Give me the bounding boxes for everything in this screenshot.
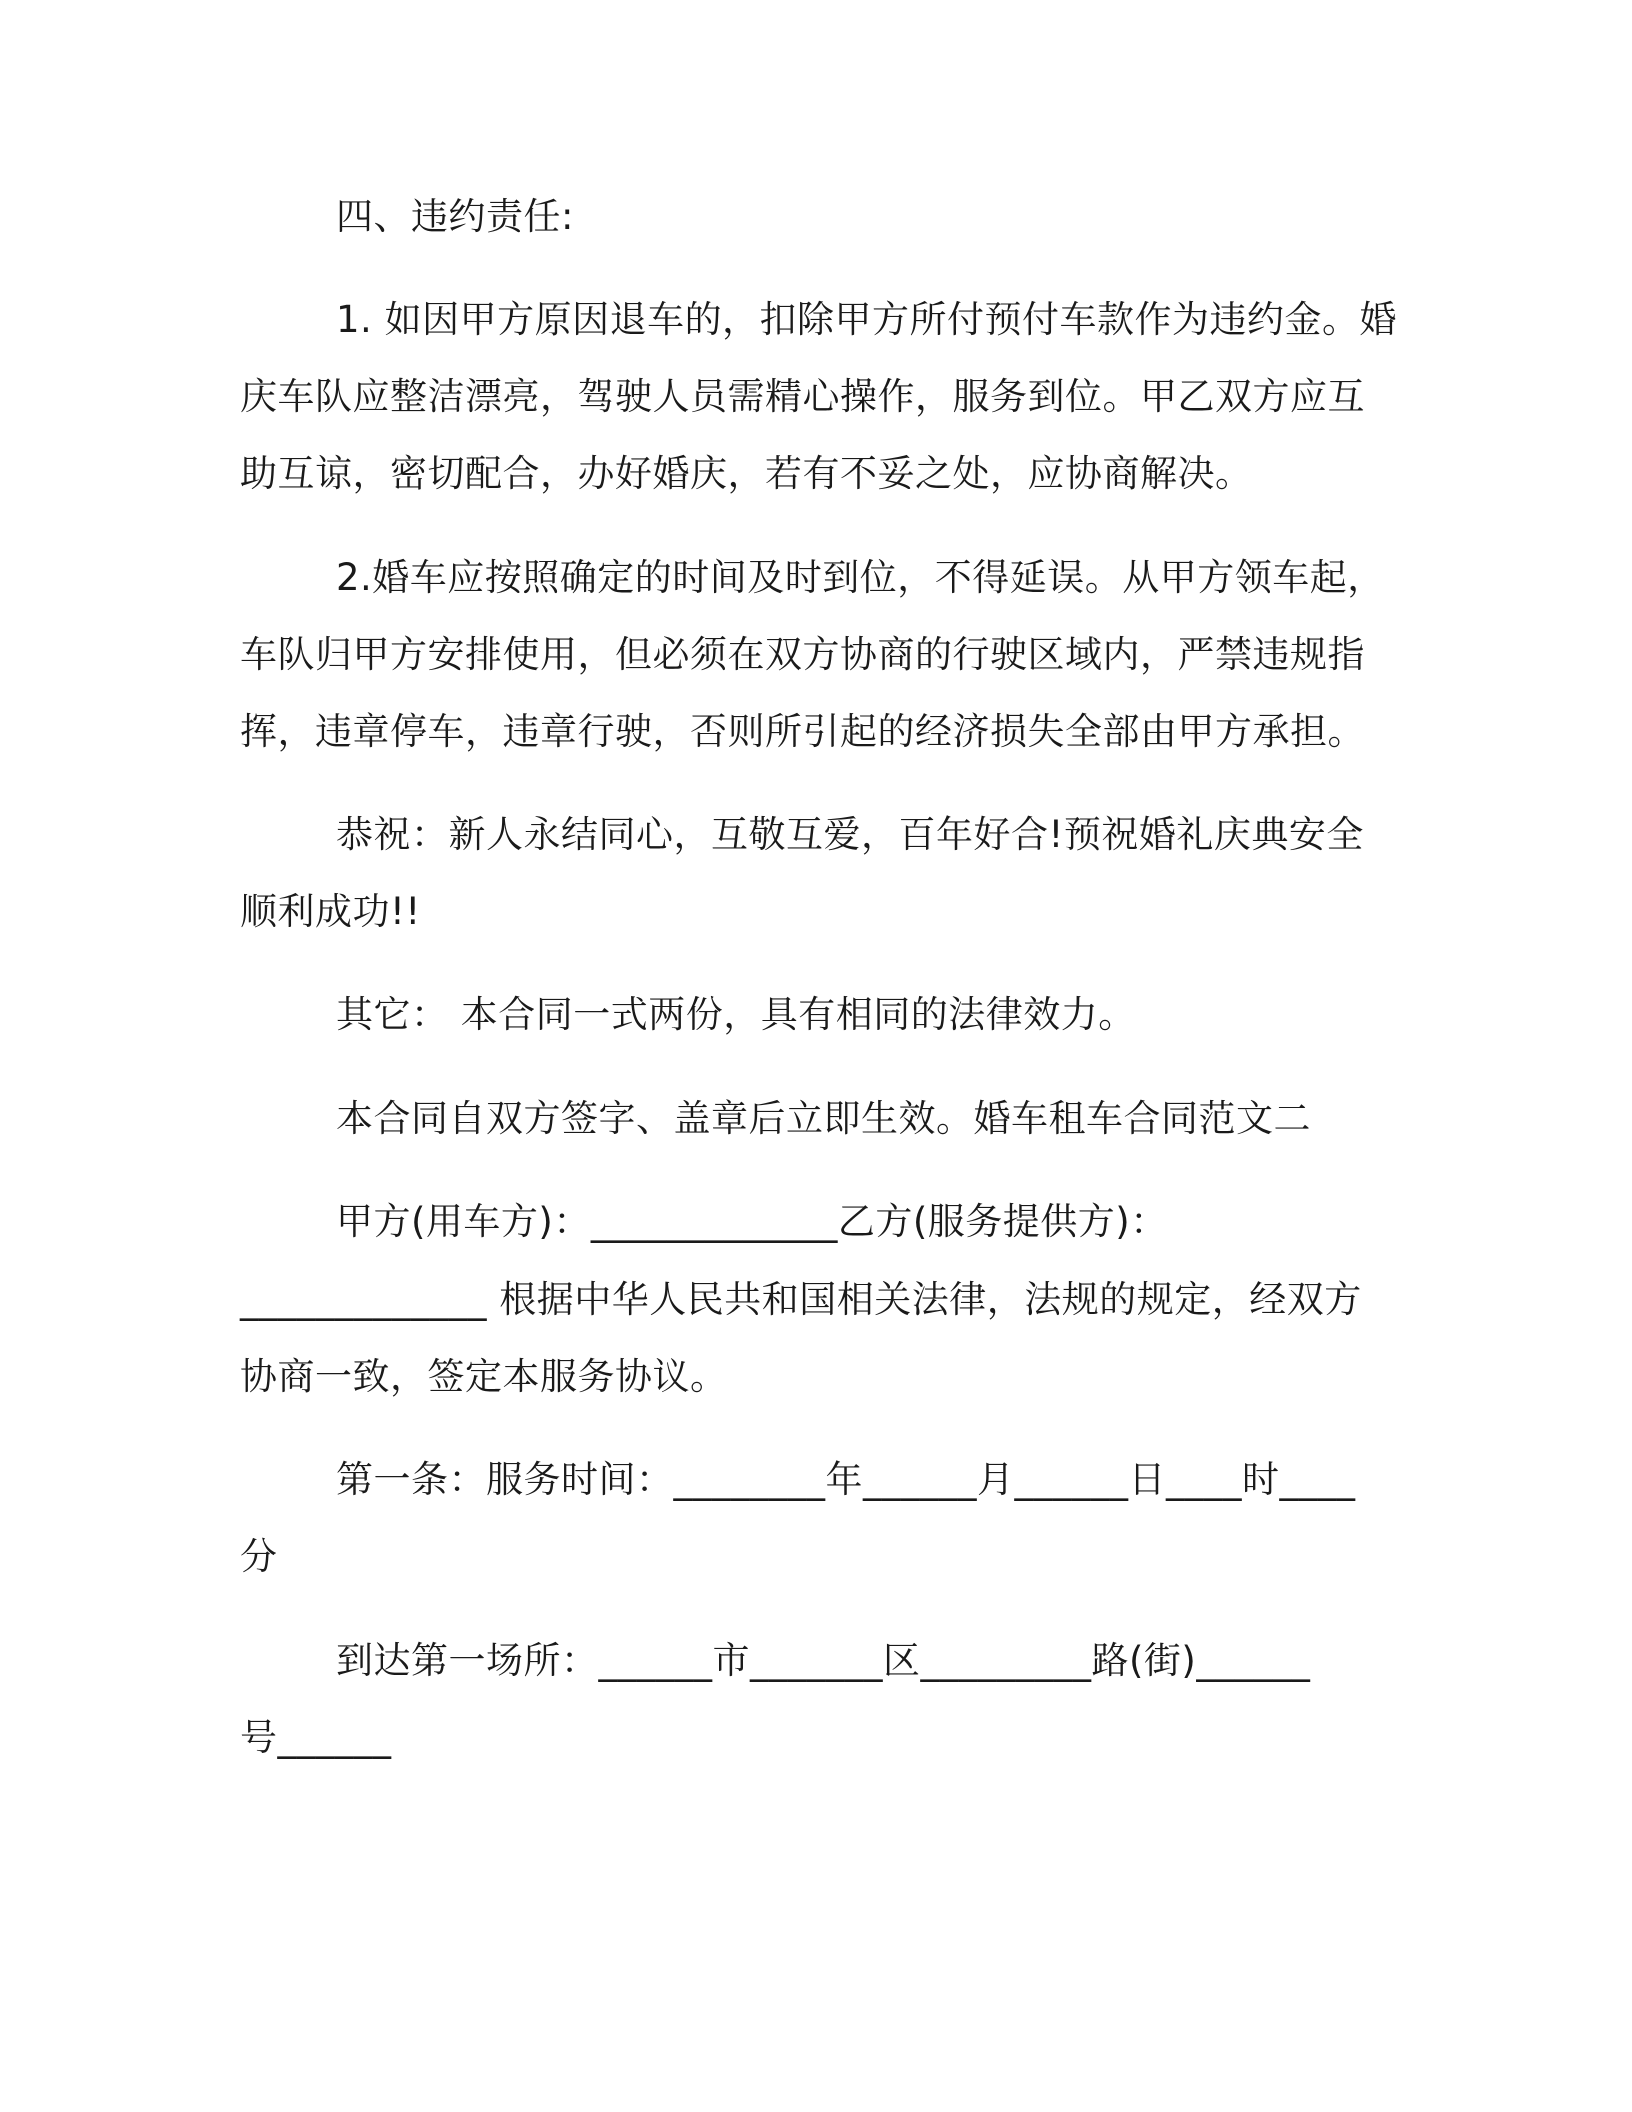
wishes-line-2: 顺利成功!! bbox=[240, 890, 421, 933]
parties-line-2: _____________ 根据中华人民共和国相关法律，法规的规定，经双方 bbox=[240, 1278, 1362, 1321]
parties-line-1: 甲方(用车方)：_____________乙方(服务提供方)： bbox=[336, 1200, 1168, 1243]
effective-clause: 本合同自双方签字、盖章后立即生效。婚车租车合同范文二 bbox=[336, 1097, 1311, 1140]
first-venue-line-2: 号______ bbox=[240, 1716, 392, 1759]
clause-1-line-1: 1. 如因甲方原因退车的，扣除甲方所付预付车款作为违约金。婚 bbox=[336, 298, 1398, 341]
clause-2-line-3: 挥，违章停车，违章行驶，否则所引起的经济损失全部由甲方承担。 bbox=[240, 710, 1365, 753]
clause-2-line-1: 2.婚车应按照确定的时间及时到位，不得延误。从甲方领车起， bbox=[336, 556, 1385, 599]
first-venue-line-1: 到达第一场所：______市_______区_________路(街)______ bbox=[336, 1639, 1311, 1682]
clause-1-line-2: 庆车队应整洁漂亮，驾驶人员需精心操作，服务到位。甲乙双方应互 bbox=[240, 375, 1365, 418]
article-1-service-time-cont: 分 bbox=[240, 1535, 278, 1578]
parties-line-3: 协商一致，签定本服务协议。 bbox=[240, 1355, 728, 1398]
wishes-line-1: 恭祝：新人永结同心，互敬互爱，百年好合!预祝婚礼庆典安全 bbox=[336, 813, 1364, 856]
article-1-service-time: 第一条：服务时间：________年______月______日____时____ bbox=[336, 1458, 1356, 1501]
clause-1-line-3: 助互谅，密切配合，办好婚庆，若有不妥之处，应协商解决。 bbox=[240, 452, 1253, 495]
other-terms: 其它： 本合同一式两份，具有相同的法律效力。 bbox=[336, 993, 1136, 1036]
section-heading-breach-liability: 四、违约责任: bbox=[336, 195, 574, 238]
clause-2-line-2: 车队归甲方安排使用，但必须在双方协商的行驶区域内，严禁违规指 bbox=[240, 633, 1365, 676]
